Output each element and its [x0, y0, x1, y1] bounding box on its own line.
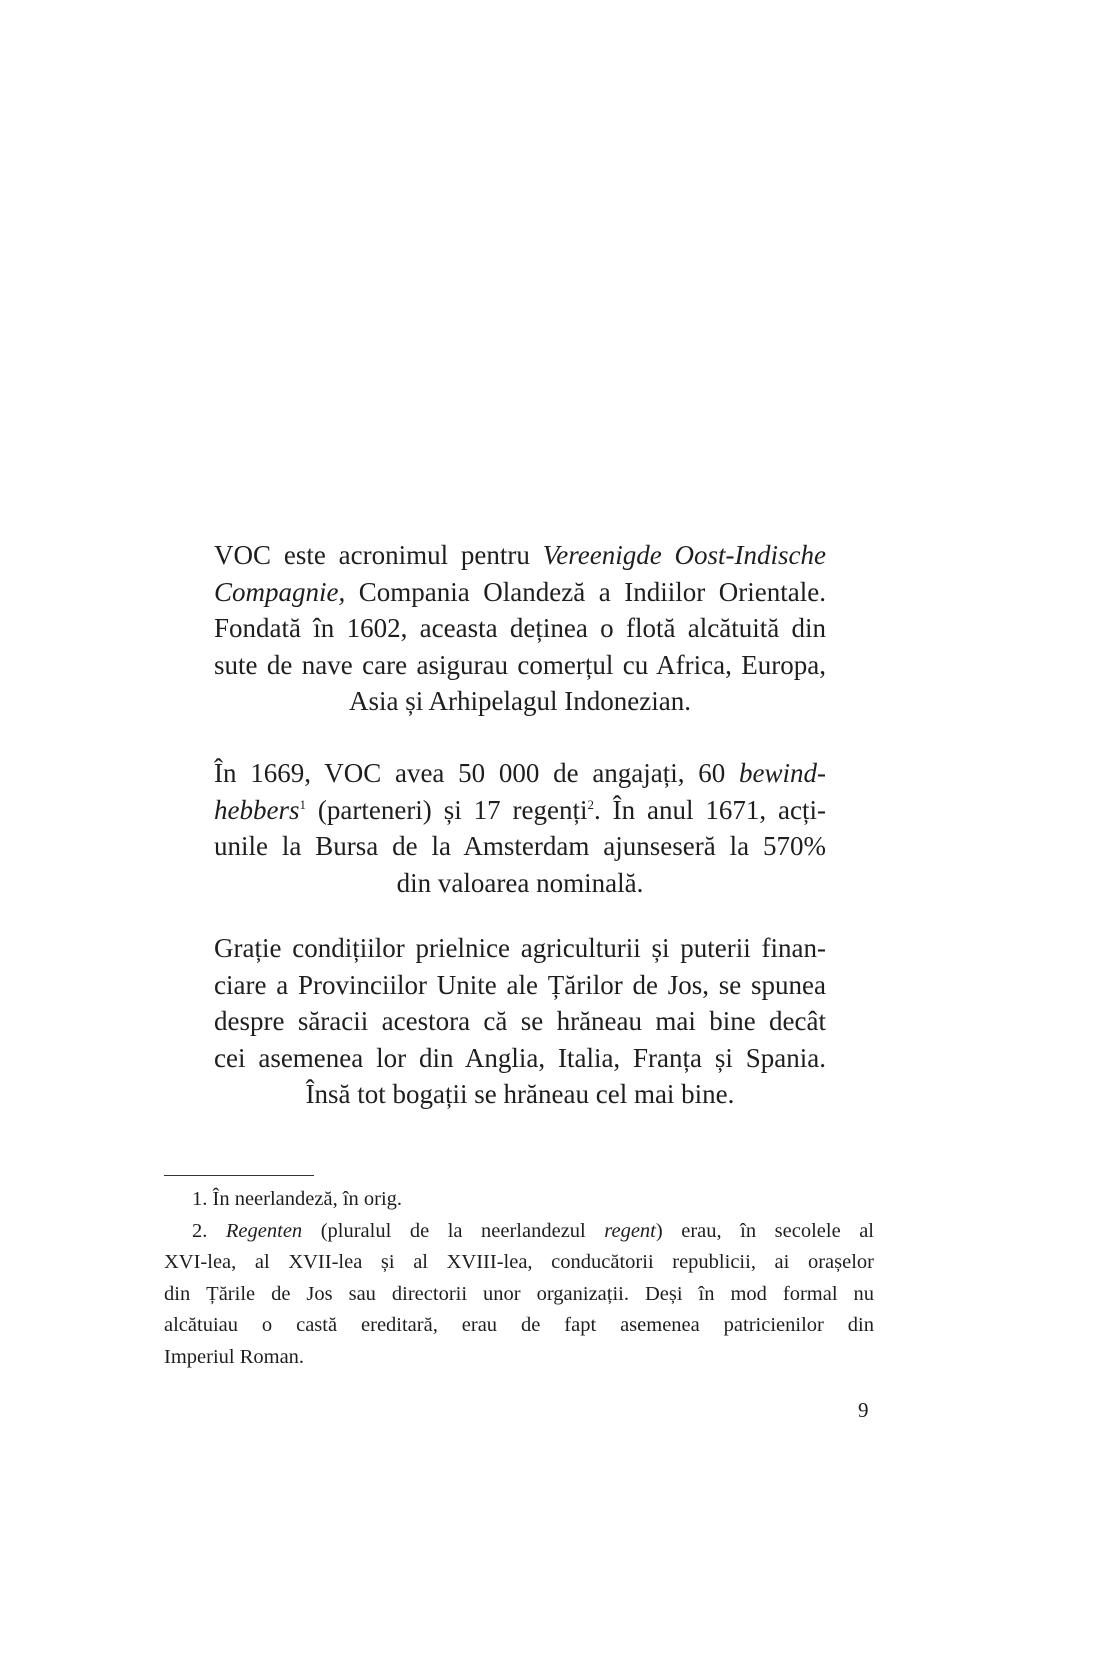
italic-text: Compagnie, [214, 576, 346, 607]
text-run: ) erau, în secolele al [655, 1219, 874, 1242]
italic-text: Regenten [225, 1219, 303, 1242]
text-run: . În anul 1671, acți- [593, 794, 826, 825]
text-run: Asia și Arhipelagul Indonezian. [349, 686, 691, 716]
footnote-separator [164, 1175, 314, 1176]
text-line [214, 755, 826, 792]
text-line [214, 610, 826, 647]
text-run: din valoarea nominală. [396, 867, 644, 898]
footnote-line [164, 1310, 874, 1342]
text-run: (pluralul de la neerlandezul [302, 1219, 605, 1242]
italic-text: Vereenigde Oost-Indische [542, 540, 826, 570]
text-run: unile la Bursa de la Amsterdam ajunseseră la 570% [214, 831, 826, 861]
footnotes [164, 1184, 874, 1374]
text-run: 2. [192, 1219, 226, 1242]
footnote-line [164, 1216, 874, 1248]
paragraph-voc-statistics [214, 755, 826, 901]
text-line [214, 967, 826, 1004]
footnote-ref: 2 [587, 796, 594, 812]
footnote-line [164, 1342, 874, 1374]
text-run: (parteneri) și 17 regenți [305, 794, 588, 825]
text-line [214, 574, 826, 611]
page-number: 9 [858, 1398, 869, 1422]
text-line [214, 930, 826, 967]
text-run: din Țările de Jos sau directorii unor organizații. Deși în mod formal nu [164, 1282, 874, 1305]
text-run: cei asemenea lor din Anglia, Italia, Franța și Spania. [214, 1042, 826, 1073]
text-line [214, 1076, 826, 1113]
paragraph-netherlands-food [214, 930, 826, 1113]
text-run: Grație condițiilor prielnice agriculturii și puterii finan- [214, 933, 826, 963]
italic-text: bewind- [739, 758, 826, 788]
text-line [214, 537, 826, 574]
text-run: sute de nave care asigurau comerțul cu Africa, Europa, [214, 649, 826, 680]
text-run: Compania Olandeză a Indiilor Orientale. [345, 576, 826, 607]
text-run: despre săracii acestora că se hrăneau mai bine decât [214, 1006, 826, 1036]
text-run: În 1669, VOC avea 50 000 de angajați, 60 [214, 758, 739, 788]
text-line [214, 792, 826, 829]
text-line [214, 865, 826, 902]
footnote-line [164, 1184, 874, 1216]
footnote-line [164, 1247, 874, 1279]
text-line [214, 683, 826, 720]
text-run: VOC este acronimul pentru [214, 540, 543, 570]
text-run: Fondată în 1602, aceasta deținea o flotă alcătuită din [214, 613, 826, 643]
text-line [214, 1040, 826, 1077]
italic-text: hebbers [214, 794, 300, 825]
text-line [214, 1003, 826, 1040]
text-run: 1. În neerlandeză, în orig. [192, 1188, 403, 1210]
text-line [214, 828, 826, 865]
footnote-line [164, 1279, 874, 1311]
italic-text: regent [604, 1219, 656, 1242]
text-run: Imperiul Roman. [164, 1345, 305, 1368]
text-run: XVI-lea, al XVII-lea și al XVIII-lea, conducătorii republicii, ai orașelor [164, 1251, 874, 1274]
paragraph-voc-definition [214, 537, 826, 720]
footnote-ref: 1 [299, 796, 306, 812]
text-run: ciare a Provinciilor Unite ale Țărilor de Jos, se spunea [214, 969, 826, 1000]
text-run: Însă tot bogații se hrăneau cel mai bine. [305, 1079, 735, 1109]
text-run: alcătuiau o castă ereditară, erau de fapt asemenea patricienilor din [164, 1314, 874, 1337]
text-line [214, 647, 826, 684]
